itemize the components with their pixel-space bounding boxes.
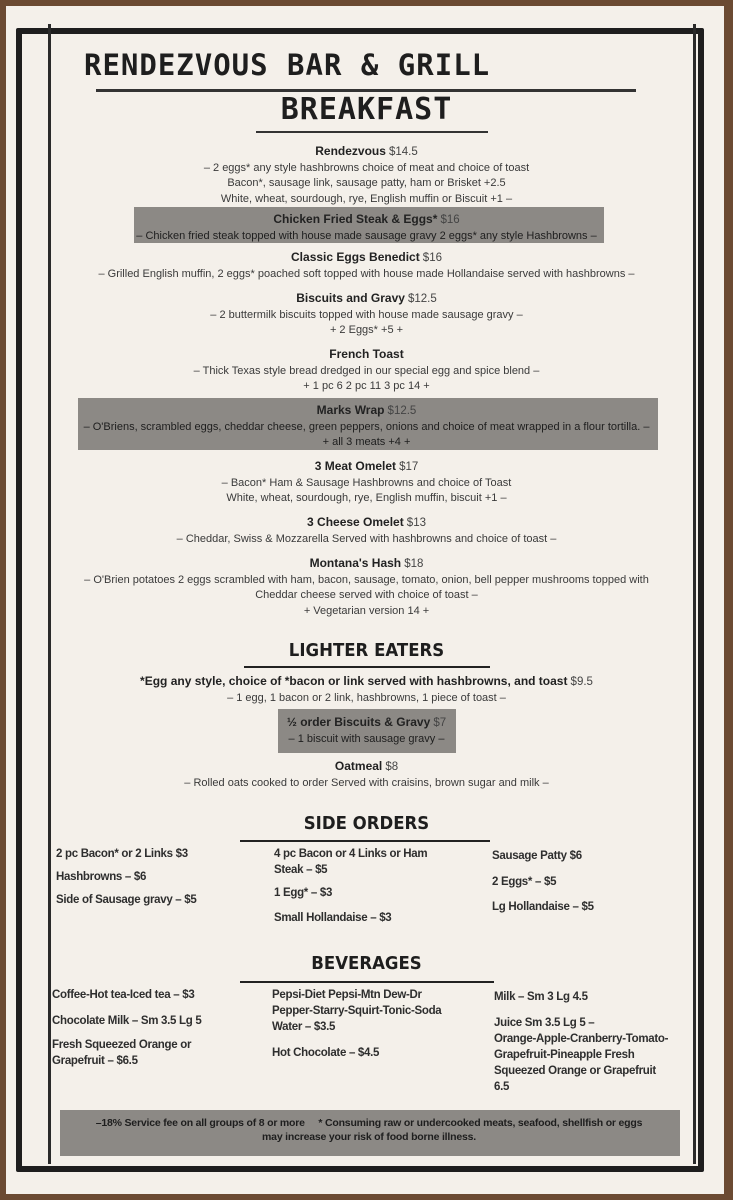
section-title-beverages: BEVERAGES <box>311 953 422 974</box>
item-name: Rendezvous <box>315 144 386 158</box>
side-item: Sausage Patty $6 <box>492 850 582 862</box>
item-desc: Cheddar cheese served with choice of toast – <box>255 589 478 601</box>
menu-item <box>40 515 693 547</box>
item-desc: – 1 biscuit with sausage gravy – <box>288 732 445 745</box>
item-price: $9.5 <box>570 676 593 688</box>
side-item: 2 pc Bacon* or 2 Links $3 <box>56 848 188 860</box>
item-desc: + 1 pc 6 2 pc 11 3 pc 14 + <box>303 380 430 392</box>
beverage-item: Chocolate Milk – Sm 3.5 Lg 5 <box>52 1015 202 1027</box>
section-divider <box>244 666 490 668</box>
heading-divider <box>256 131 488 133</box>
item-desc: + Vegetarian version 14 + <box>303 604 430 617</box>
menu-item <box>40 556 693 619</box>
item-desc: – Bacon* Ham & Sausage Hashbrowns and choice of Toast <box>221 476 512 489</box>
beverage-item: Fresh Squeezed Orange or <box>52 1039 192 1051</box>
item-desc: – 2 buttermilk biscuits topped with house made sausage gravy – <box>210 308 523 321</box>
menu-item <box>40 403 693 451</box>
side-item: Steak – $5 <box>274 864 328 876</box>
item-price: $7 <box>433 717 447 729</box>
beverages-col-2 <box>272 987 482 1061</box>
side-item: 4 pc Bacon or 4 Links or Ham <box>274 848 428 860</box>
restaurant-title: RENDEZVOUS BAR & GRILL <box>84 48 491 82</box>
item-price: $12.5 <box>408 293 437 305</box>
item-price: $18 <box>404 558 424 570</box>
item-desc: – O'Briens, scrambled eggs, cheddar cheese, green peppers, onions and choice of meat wrapped in a flour tortilla. – <box>83 420 650 433</box>
item-name: Oatmeal <box>334 759 383 773</box>
side-item: Hashbrowns – $6 <box>56 871 147 883</box>
section-divider <box>240 840 490 842</box>
item-price: $14.5 <box>388 146 418 158</box>
item-name: Classic Eggs Benedict <box>291 250 420 264</box>
menu-item <box>40 291 693 339</box>
side-item: Small Hollandaise – $3 <box>274 912 392 924</box>
beverages-col-3 <box>494 989 684 1095</box>
menu-item <box>40 759 693 791</box>
section-title-lighter: LIGHTER EATERS <box>288 640 445 661</box>
item-name: ½ order Biscuits & Gravy <box>286 715 431 729</box>
item-desc: – Thick Texas style bread dredged in our special egg and spice blend – <box>193 364 540 377</box>
beverages-col-1 <box>52 987 252 1069</box>
item-desc: – Grilled English muffin, 2 eggs* poached soft topped with house made Hollandaise served with hashbrowns – <box>98 267 635 280</box>
item-name: French Toast <box>329 347 404 361</box>
beverage-item: Milk – Sm 3 Lg 4.5 <box>494 991 588 1003</box>
menu-item <box>40 144 693 207</box>
beverage-item: Juice Sm 3.5 Lg 5 – <box>494 1017 595 1029</box>
item-desc: White, wheat, sourdough, rye, English muffin or Biscuit +1 – <box>220 192 513 205</box>
item-desc: White, wheat, sourdough, rye, English muffin, biscuit +1 – <box>226 492 507 504</box>
item-name: Biscuits and Gravy <box>296 291 405 305</box>
item-desc: + 2 Eggs* +5 + <box>329 324 404 336</box>
item-desc: Bacon*, sausage link, sausage patty, ham or Brisket +2.5 <box>227 177 506 189</box>
item-name: Marks Wrap <box>316 403 385 417</box>
menu-item <box>40 674 693 706</box>
item-price: $13 <box>406 517 426 529</box>
beverage-item: Grapefruit – $6.5 <box>52 1055 138 1067</box>
item-name: 3 Cheese Omelet <box>307 515 404 529</box>
side-item: Side of Sausage gravy – $5 <box>56 894 197 906</box>
beverage-item: Hot Chocolate – $4.5 <box>272 1047 380 1059</box>
side-item: 1 Egg* – $3 <box>274 887 333 899</box>
item-name: 3 Meat Omelet <box>314 459 397 473</box>
item-desc: – Cheddar, Swiss & Mozzarella Served with hashbrowns and choice of toast – <box>176 532 557 545</box>
sides-col-2 <box>274 846 474 926</box>
section-divider <box>240 981 494 983</box>
item-price: $12.5 <box>387 405 417 417</box>
item-name: *Egg any style, choice of *bacon or link served with hashbrowns, and toast <box>140 674 568 688</box>
consumer-advisory: * Consuming raw or undercooked meats, seafood, shellfish or eggs <box>318 1117 643 1129</box>
side-item: 2 Eggs* – $5 <box>492 876 557 888</box>
beverage-item: Pepper-Starry-Squirt-Tonic-Soda <box>272 1005 442 1017</box>
beverage-item: Squeezed Orange or Grapefruit <box>494 1065 656 1077</box>
menu-item <box>40 250 693 282</box>
item-desc: + all 3 meats +4 + <box>322 436 411 448</box>
item-price: $17 <box>399 461 419 473</box>
item-desc: – 1 egg, 1 bacon or 2 link, hashbrowns, 1 piece of toast – <box>227 691 506 704</box>
item-name: Chicken Fried Steak & Eggs* <box>273 212 438 226</box>
item-name: Montana's Hash <box>309 556 402 570</box>
footer-note <box>64 1116 674 1144</box>
service-fee-note: –18% Service fee on all groups of 8 or more <box>95 1117 305 1129</box>
menu-item <box>40 715 693 747</box>
beverage-item: Coffee-Hot tea-Iced tea – $3 <box>52 989 195 1001</box>
menu-item <box>40 347 693 395</box>
side-item: Lg Hollandaise – $5 <box>492 901 594 913</box>
item-price: $16 <box>422 252 442 264</box>
menu-item <box>40 212 693 244</box>
consumer-advisory-cont: may increase your risk of food borne illness. <box>262 1131 476 1143</box>
item-price: $8 <box>385 761 399 773</box>
beverage-item: Pepsi-Diet Pepsi-Mtn Dew-Dr <box>272 989 422 1001</box>
item-desc: – Rolled oats cooked to order Served with craisins, brown sugar and milk – <box>184 776 549 789</box>
sides-col-1 <box>56 846 246 908</box>
beverage-item: Orange-Apple-Cranberry-Tomato- <box>494 1033 669 1045</box>
beverage-item: Grapefruit-Pineapple Fresh <box>494 1049 635 1061</box>
menu-item <box>40 459 693 507</box>
item-desc: – Chicken fried steak topped with house made sausage gravy 2 eggs* any style Hashbrowns – <box>136 229 597 242</box>
item-desc: – 2 eggs* any style hashbrowns choice of meat and choice of toast <box>203 161 530 174</box>
sides-col-3 <box>492 848 682 915</box>
item-desc: – O'Brien potatoes 2 eggs scrambled with ham, bacon, sausage, tomato, onion, bell pepper mushrooms topped with <box>84 573 649 586</box>
section-title-sides: SIDE ORDERS <box>303 813 430 834</box>
menu-heading: BREAKFAST <box>280 92 453 127</box>
beverage-item: 6.5 <box>494 1081 510 1093</box>
item-price: $16 <box>440 214 460 226</box>
beverage-item: Water – $3.5 <box>272 1021 336 1033</box>
